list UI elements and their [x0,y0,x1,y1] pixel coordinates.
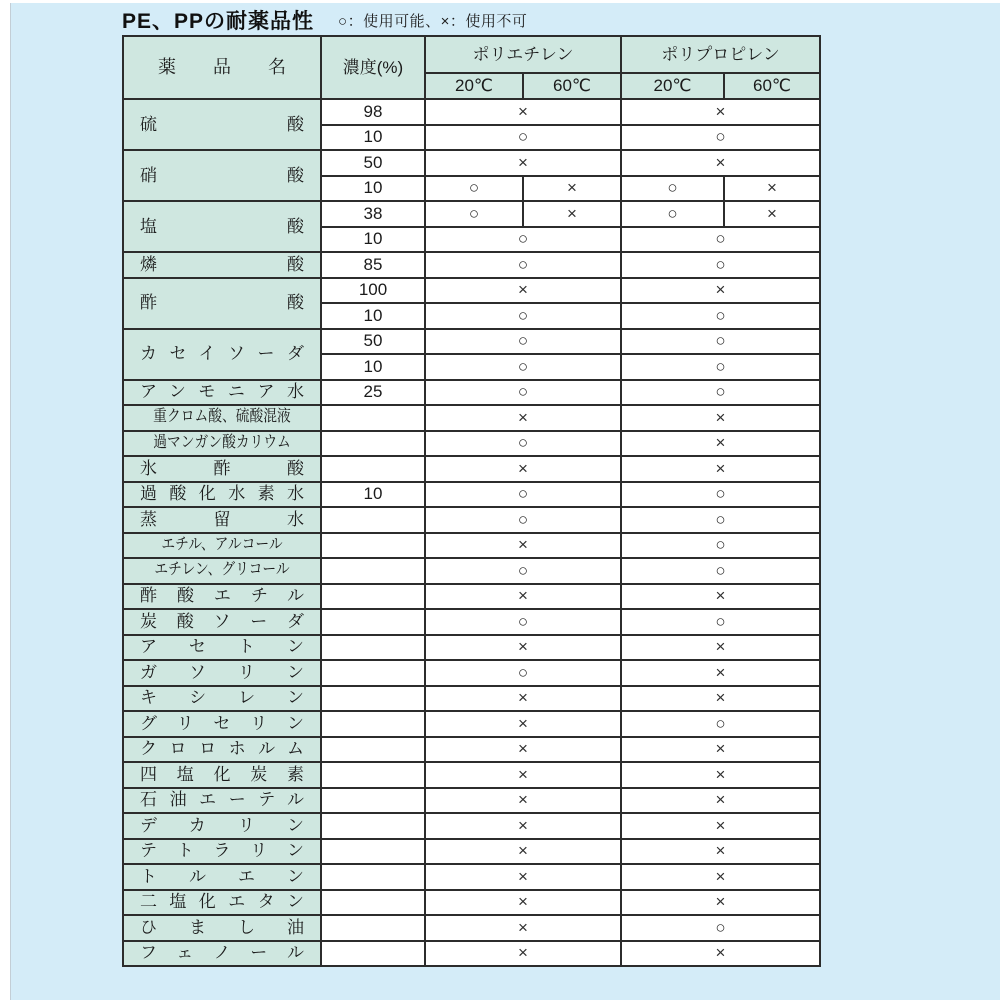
concentration-cell [321,737,425,763]
chemical-name-cell [123,482,321,508]
table-row [123,533,820,559]
pp-mark-cell: × [621,660,820,686]
table-row [123,380,820,406]
pe-mark-cell: × [425,711,621,737]
concentration-cell [321,839,425,865]
concentration-cell [321,686,425,712]
chemical-name-cell [123,533,321,559]
chemical-name-cell [123,839,321,865]
pe-mark-cell: ○ [425,660,621,686]
pe-mark-cell: × [425,941,621,967]
pe-mark-cell: × [425,405,621,431]
pp-mark-cell: ○ [621,609,820,635]
chemical-name: アンモニア水 [140,382,304,402]
concentration-cell: 98 [321,99,425,125]
pp-mark-cell: ○ [621,227,820,253]
chemical-name: エチル、アルコール [161,535,283,553]
pp-mark-cell: × [621,635,820,661]
concentration-cell [321,635,425,661]
chemical-name: 重クロム酸、硫酸混液 [153,408,291,426]
chemical-name: フェノール [140,943,304,963]
table-row [123,278,820,304]
chemical-name-cell [123,201,321,252]
chemical-name-cell [123,711,321,737]
concentration-cell [321,405,425,431]
chemical-name-cell [123,737,321,763]
table-row [123,584,820,610]
chemical-name-cell [123,456,321,482]
pe-mark-cell: ○ [425,609,621,635]
chemical-name: 硝酸 [140,165,304,185]
concentration-cell [321,533,425,559]
table-row [123,737,820,763]
pp-mark-cell: × [621,99,820,125]
pe-mark-cell: × [425,788,621,814]
pe-mark-cell: ○ [425,354,621,380]
table-row [123,558,820,584]
header-pe-20c: 20℃ [425,73,523,99]
pp-mark-cell: × [621,813,820,839]
concentration-cell [321,915,425,941]
table-row [123,431,820,457]
chemical-name: 酢酸エチル [140,586,304,606]
chemical-name: グリセリン [140,713,304,733]
pe-mark-cell: ○ [425,431,621,457]
chemical-name: ガソリン [140,662,304,682]
table-row [123,329,820,355]
pe-mark-cell: ○ [425,507,621,533]
chemical-name-cell [123,635,321,661]
table-row [123,609,820,635]
concentration-cell [321,890,425,916]
pp-mark-cell: ○ [621,125,820,151]
pe-60c-mark-cell: × [523,201,621,227]
pe-mark-cell: × [425,686,621,712]
pe-mark-cell: × [425,737,621,763]
pp-60c-mark-cell: × [724,176,820,202]
pp-mark-cell: × [621,737,820,763]
table-row [123,686,820,712]
pe-mark-cell: × [425,635,621,661]
pp-mark-cell: ○ [621,482,820,508]
chemical-name: 氷酢酸 [140,458,304,478]
pe-mark-cell: ○ [425,329,621,355]
table-row [123,150,820,176]
header-pe-60c: 60℃ [523,73,621,99]
table-row [123,788,820,814]
pp-mark-cell: ○ [621,533,820,559]
header-chemical-name [123,36,321,99]
pe-mark-cell: × [425,864,621,890]
pp-mark-cell: × [621,431,820,457]
chemical-name: 石油エーテル [140,790,304,810]
chemical-name: 炭酸ソーダ [140,611,304,631]
pp-mark-cell: × [621,278,820,304]
chemical-name: トルエン [140,866,304,886]
chemical-name-cell [123,380,321,406]
chemical-name: ひまし油 [140,917,304,937]
chemical-name: エチレン、グリコール [154,561,290,579]
pe-mark-cell: × [425,813,621,839]
pp-mark-cell: × [621,941,820,967]
concentration-cell [321,558,425,584]
pe-mark-cell: ○ [425,482,621,508]
title-bar [122,4,527,36]
chemical-name: アセトン [140,637,304,657]
chemical-name-cell [123,686,321,712]
pe-mark-cell: ○ [425,303,621,329]
concentration-cell [321,711,425,737]
pp-mark-cell: ○ [621,380,820,406]
pe-mark-cell: × [425,456,621,482]
pe-mark-cell: ○ [425,380,621,406]
chemical-name-cell [123,278,321,329]
table-row [123,915,820,941]
table-row [123,507,820,533]
chemical-name-cell [123,609,321,635]
chemical-name-cell [123,99,321,150]
pp-20c-mark-cell: ○ [621,201,724,227]
pe-mark-cell: ○ [425,252,621,278]
table-row [123,99,820,125]
pe-mark-cell: × [425,278,621,304]
pe-mark-cell: ○ [425,227,621,253]
chemical-name-cell [123,252,321,278]
pe-mark-cell: × [425,839,621,865]
table-row [123,201,820,227]
table-row [123,660,820,686]
symbol-legend: ○：使用可能、×：使用不可 [338,12,528,30]
table-row [123,762,820,788]
header-row-materials [123,36,820,73]
table-row [123,890,820,916]
pe-mark-cell: ○ [425,558,621,584]
chemical-name: 四塩化炭素 [140,764,304,784]
header-polypropylene: ポリプロピレン [621,36,820,73]
pp-20c-mark-cell: ○ [621,176,724,202]
header-polyethylene: ポリエチレン [425,36,621,73]
concentration-cell [321,609,425,635]
chemical-name: 過マンガン酸カリウム [153,433,291,451]
header-pp-20c: 20℃ [621,73,724,99]
chemical-name: クロロホルム [140,739,304,759]
chemical-name: 塩酸 [140,216,304,236]
chemical-name-cell [123,864,321,890]
chemical-name-cell [123,941,321,967]
chemical-name-cell [123,405,321,431]
table-row [123,252,820,278]
chemical-name-cell [123,150,321,201]
header-chemical-name-label: 薬品名 [158,57,286,78]
pp-mark-cell: × [621,456,820,482]
concentration-cell: 100 [321,278,425,304]
concentration-cell: 10 [321,227,425,253]
pp-mark-cell: × [621,150,820,176]
chemical-name-cell [123,431,321,457]
table-row [123,405,820,431]
pp-mark-cell: ○ [621,329,820,355]
concentration-cell: 10 [321,354,425,380]
chemical-name: 蒸留水 [140,509,304,529]
concentration-cell [321,660,425,686]
table-row [123,813,820,839]
chemical-name-cell [123,762,321,788]
concentration-cell [321,507,425,533]
pp-mark-cell: × [621,864,820,890]
pp-mark-cell: × [621,762,820,788]
concentration-cell: 10 [321,303,425,329]
chemical-resistance-table [122,35,821,967]
chemical-name: テトラリン [140,841,304,861]
chemical-name: 硫酸 [140,114,304,134]
table-row [123,839,820,865]
chemical-name-cell [123,915,321,941]
table-row [123,864,820,890]
concentration-cell: 50 [321,150,425,176]
pp-mark-cell: × [621,584,820,610]
concentration-cell: 10 [321,482,425,508]
pe-mark-cell: × [425,915,621,941]
concentration-cell: 38 [321,201,425,227]
table-row [123,456,820,482]
pp-mark-cell: × [621,405,820,431]
concentration-cell: 10 [321,125,425,151]
pe-60c-mark-cell: × [523,176,621,202]
pp-mark-cell: × [621,788,820,814]
chemical-name-cell [123,584,321,610]
concentration-cell: 50 [321,329,425,355]
table-row [123,635,820,661]
chemical-name-cell [123,558,321,584]
concentration-cell [321,788,425,814]
chemical-name: 過酸化水素水 [140,484,304,504]
pe-20c-mark-cell: ○ [425,176,523,202]
header-concentration: 濃度(%) [321,36,425,99]
pe-mark-cell: × [425,762,621,788]
chemical-name-cell [123,329,321,380]
pe-mark-cell: × [425,584,621,610]
page-background [10,3,1000,1000]
concentration-cell [321,813,425,839]
pp-mark-cell: × [621,686,820,712]
pp-mark-cell: ○ [621,354,820,380]
chemical-name: 酢酸 [140,293,304,313]
pp-mark-cell: ○ [621,252,820,278]
chemical-name: 二塩化エタン [140,892,304,912]
pe-mark-cell: × [425,533,621,559]
pe-mark-cell: × [425,150,621,176]
pe-mark-cell: × [425,99,621,125]
chemical-name: カセイソーダ [140,344,304,364]
concentration-cell: 85 [321,252,425,278]
concentration-cell [321,584,425,610]
pp-mark-cell: ○ [621,558,820,584]
page-title: PE、PPの耐薬品性 [122,10,315,33]
table-row [123,941,820,967]
concentration-cell [321,431,425,457]
pe-20c-mark-cell: ○ [425,201,523,227]
concentration-cell [321,762,425,788]
pp-mark-cell: ○ [621,303,820,329]
chemical-name-cell [123,813,321,839]
concentration-cell [321,456,425,482]
concentration-cell [321,864,425,890]
pp-mark-cell: ○ [621,915,820,941]
chemical-name-cell [123,507,321,533]
concentration-cell: 10 [321,176,425,202]
pe-mark-cell: × [425,890,621,916]
pp-mark-cell: × [621,890,820,916]
table-row [123,711,820,737]
chemical-name-cell [123,660,321,686]
table-row [123,482,820,508]
chemical-name-cell [123,890,321,916]
pe-mark-cell: ○ [425,125,621,151]
pp-mark-cell: ○ [621,711,820,737]
chemical-name-cell [123,788,321,814]
concentration-cell [321,941,425,967]
concentration-cell: 25 [321,380,425,406]
pp-60c-mark-cell: × [724,201,820,227]
pp-mark-cell: ○ [621,507,820,533]
chemical-name: 燐酸 [140,254,304,274]
header-pp-60c: 60℃ [724,73,820,99]
chemical-name: キシレン [140,688,304,708]
chemical-name: デカリン [140,815,304,835]
pp-mark-cell: × [621,839,820,865]
